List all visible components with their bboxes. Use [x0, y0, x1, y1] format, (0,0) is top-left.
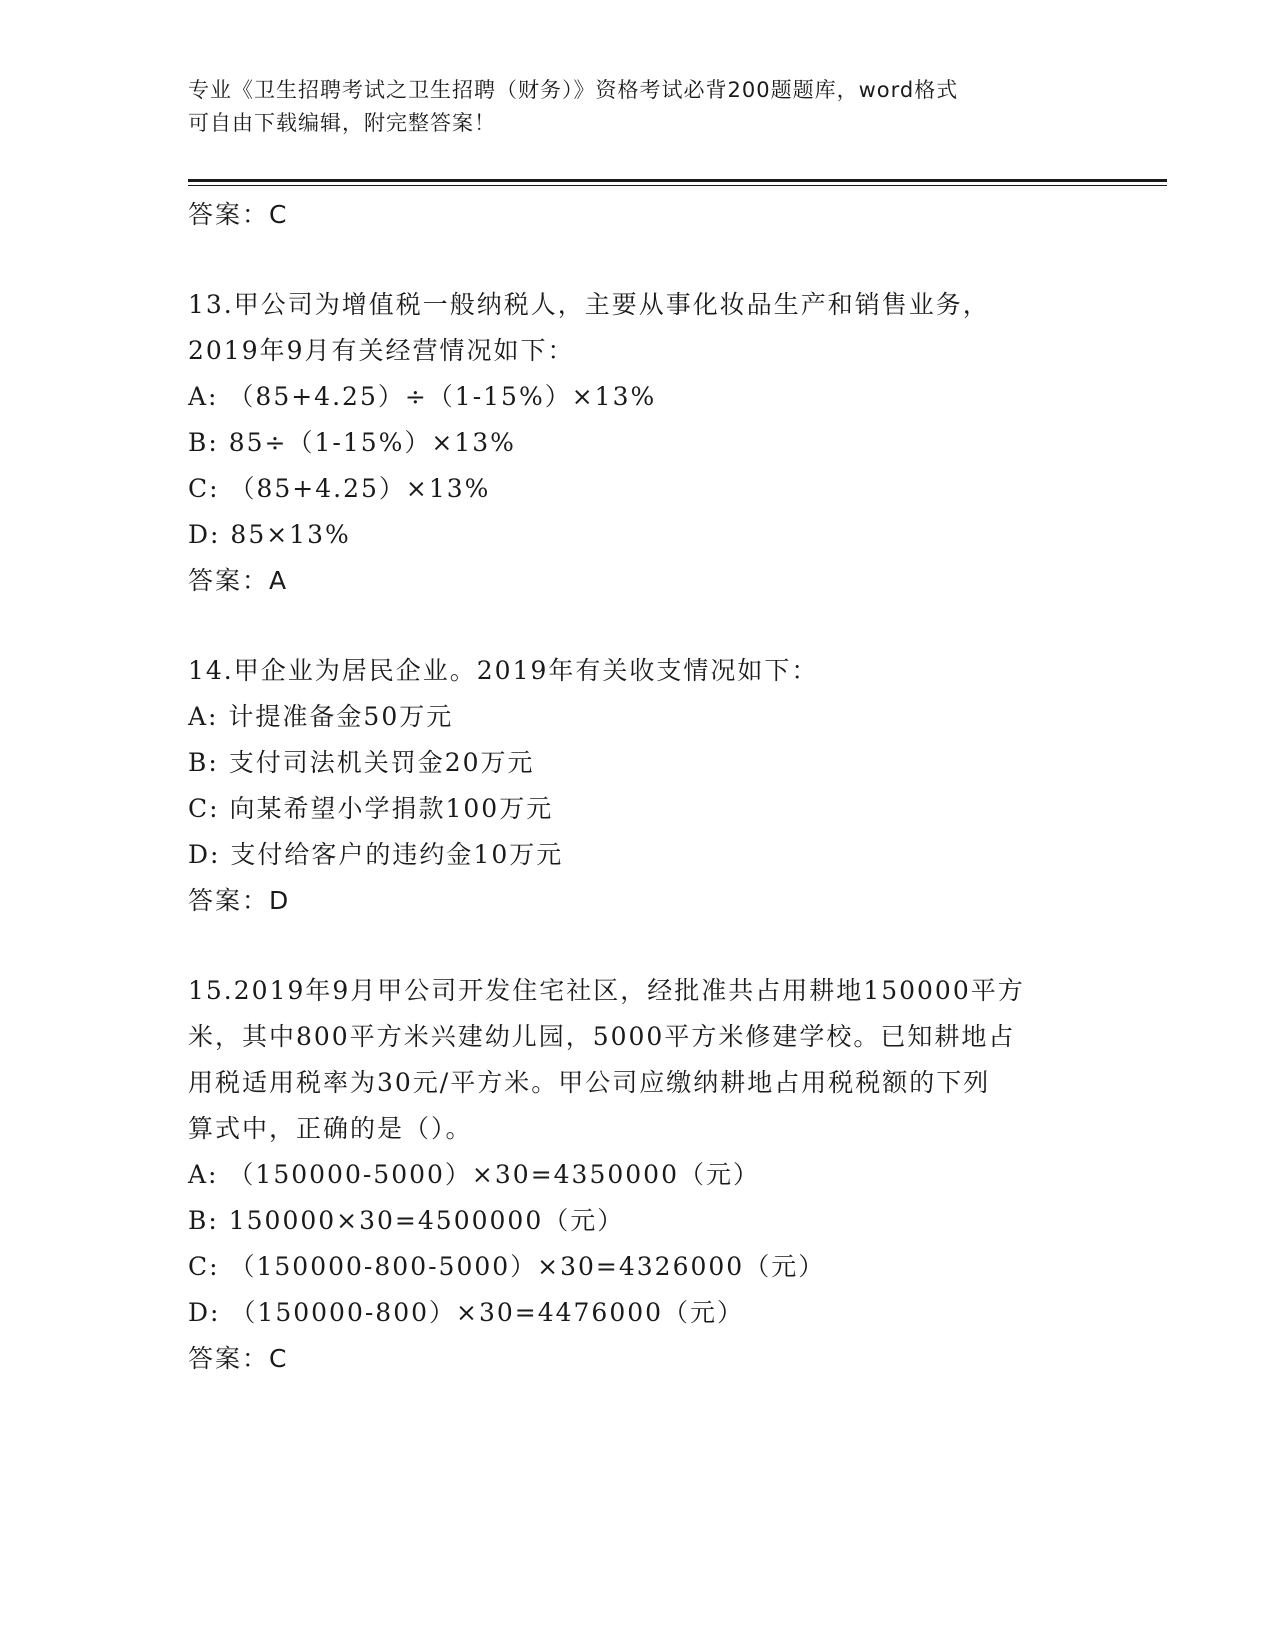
- option-a: A: （85+4.25）÷（1-15%）×13%: [188, 382, 657, 411]
- question-stem-line: 米，其中800平方米兴建幼儿园，5000平方米修建学校。已知耕地占: [188, 1022, 1016, 1051]
- option-c: C: （150000-800-5000）×30=4326000（元）: [188, 1252, 826, 1281]
- option-a: A: 计提准备金50万元: [188, 702, 454, 731]
- option-d: D: 支付给客户的违约金10万元: [188, 840, 564, 869]
- option-a: A: （150000-5000）×30=4350000（元）: [188, 1160, 760, 1189]
- document-body: [188, 192, 1088, 1382]
- question-14: [188, 648, 1088, 924]
- previous-answer: 答案：C: [188, 200, 289, 229]
- header-rule-thin: [188, 185, 1167, 186]
- question-stem-line: 15.2019年9月甲公司开发住宅社区，经批准共占用耕地150000平方: [188, 976, 1025, 1005]
- option-b: B: 150000×30=4500000（元）: [188, 1206, 625, 1235]
- question-stem-line: 2019年9月有关经营情况如下：: [188, 336, 575, 365]
- answer: 答案：C: [188, 1344, 289, 1373]
- answer: 答案：A: [188, 566, 289, 595]
- option-c: C: （85+4.25）×13%: [188, 474, 491, 503]
- spacer: [188, 604, 1088, 648]
- document-header: [188, 74, 1088, 140]
- spacer: [188, 924, 1088, 968]
- question-stem-line: 14.甲企业为居民企业。2019年有关收支情况如下：: [188, 656, 819, 685]
- question-stem-line: 用税适用税率为30元/平方米。甲公司应缴纳耕地占用税税额的下列: [188, 1068, 991, 1097]
- question-15: [188, 968, 1088, 1382]
- question-13: [188, 282, 1088, 604]
- option-d: D: 85×13%: [188, 520, 351, 549]
- option-b: B: 支付司法机关罚金20万元: [188, 748, 535, 777]
- header-line-2: 可自由下载编辑，附完整答案！: [188, 111, 496, 135]
- option-d: D: （150000-800）×30=4476000（元）: [188, 1298, 745, 1327]
- option-b: B: 85÷（1-15%）×13%: [188, 428, 516, 457]
- header-rule-thick: [188, 179, 1167, 182]
- spacer: [188, 238, 1088, 282]
- question-stem-line: 13.甲公司为增值税一般纳税人，主要从事化妆品生产和销售业务，: [188, 290, 990, 319]
- answer: 答案：D: [188, 886, 291, 915]
- option-c: C: 向某希望小学捐款100万元: [188, 794, 554, 823]
- question-stem-line: 算式中，正确的是（）。: [188, 1114, 473, 1143]
- header-line-1: 专业《卫生招聘考试之卫生招聘（财务）》资格考试必背200题题库，word格式: [188, 78, 959, 102]
